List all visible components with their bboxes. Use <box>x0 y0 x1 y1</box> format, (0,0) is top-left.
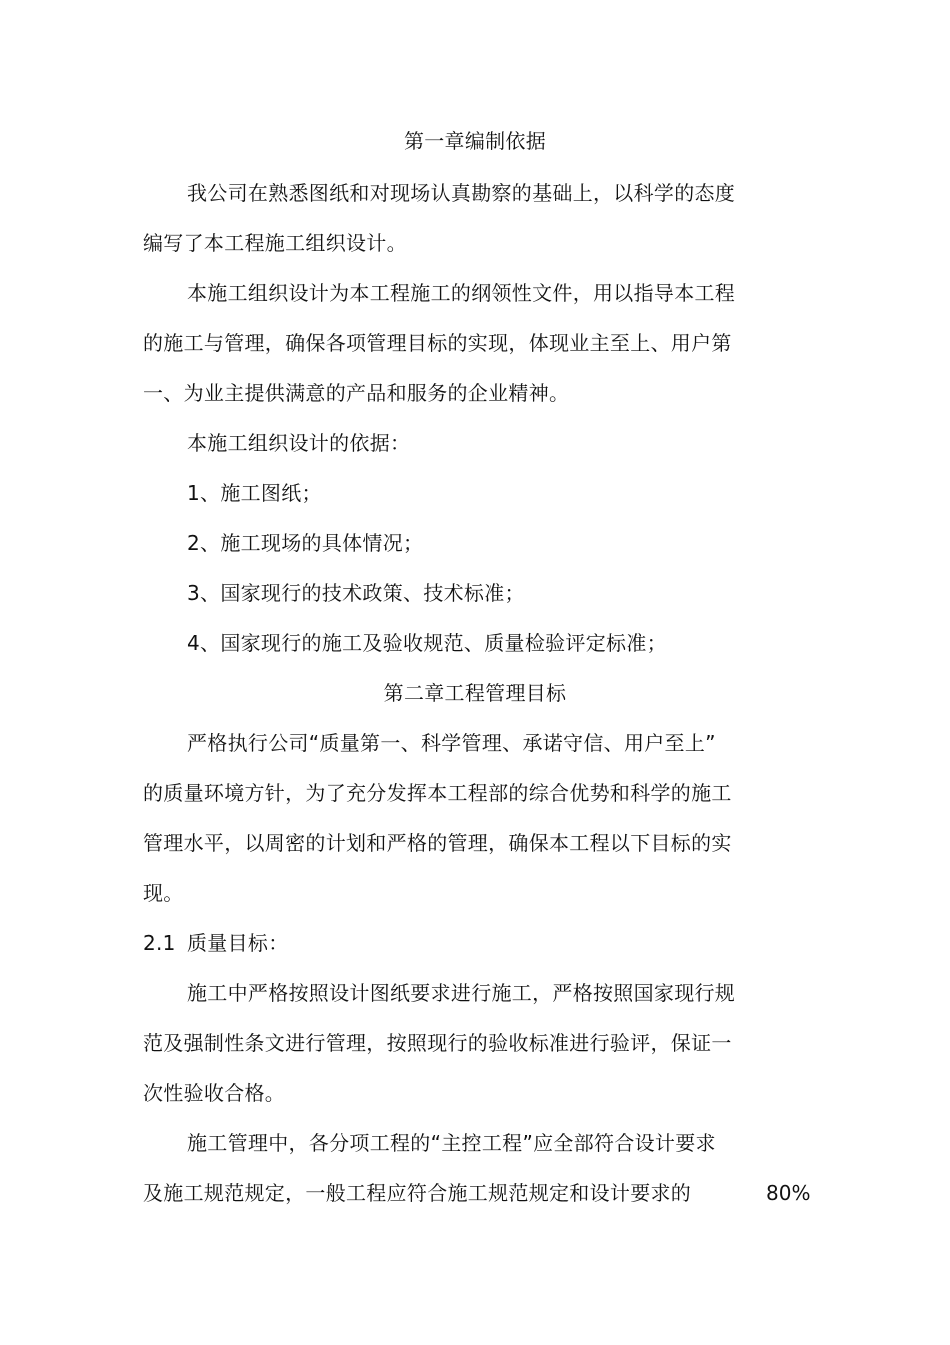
chapter2-p3-line2: 及施工规范规定，一般工程应符合施工规范规定和设计要求的 <box>143 1181 692 1205</box>
section-number: 2.1 <box>143 931 176 955</box>
basis-intro: 本施工组织设计的依据： <box>187 431 411 455</box>
chapter2-title: 第二章工程管理目标 <box>383 681 567 705</box>
chapter1-title: 第一章编制依据 <box>403 129 547 153</box>
chapter1-p1-line2: 编写了本工程施工组织设计。 <box>143 231 407 255</box>
chapter1-p2-line1: 本施工组织设计为本工程施工的纲领性文件，用以指导本工程 <box>187 281 736 305</box>
chapter2-p1-line1: 严格执行公司“质量第一、科学管理、承诺守信、用户至上” <box>187 731 716 755</box>
chapter2-p1-line3: 管理水平，以周密的计划和严格的管理，确保本工程以下目标的实 <box>143 831 732 855</box>
percent-value: 80% <box>766 1181 811 1205</box>
chapter2-p1-line4: 现。 <box>143 881 184 905</box>
chapter2-p2-line3: 次性验收合格。 <box>143 1081 286 1105</box>
chapter2-p1-line2: 的质量环境方针，为了充分发挥本工程部的综合优势和科学的施工 <box>143 781 732 805</box>
section-title: 质量目标： <box>187 931 289 955</box>
chapter2-p2-line2: 范及强制性条文进行管理，按照现行的验收标准进行验评，保证一 <box>143 1031 732 1055</box>
basis-item-2: 2、施工现场的具体情况； <box>187 531 424 555</box>
section-2-1-heading <box>143 930 763 956</box>
chapter2-p3-line1: 施工管理中，各分项工程的“主控工程”应全部符合设计要求 <box>187 1131 716 1155</box>
chapter1-p1-line1: 我公司在熟悉图纸和对现场认真勘察的基础上，以科学的态度 <box>187 181 736 205</box>
chapter1-p2-line3: 一、为业主提供满意的产品和服务的企业精神。 <box>143 381 570 405</box>
basis-item-1: 1、施工图纸； <box>187 481 322 505</box>
chapter2-p2-line1: 施工中严格按照设计图纸要求进行施工，严格按照国家现行规 <box>187 981 736 1005</box>
basis-item-3: 3、国家现行的技术政策、技术标准； <box>187 581 525 605</box>
chapter1-p2-line2: 的施工与管理，确保各项管理目标的实现，体现业主至上、用户第 <box>143 331 732 355</box>
basis-item-4: 4、国家现行的施工及验收规范、质量检验评定标准； <box>187 631 667 655</box>
